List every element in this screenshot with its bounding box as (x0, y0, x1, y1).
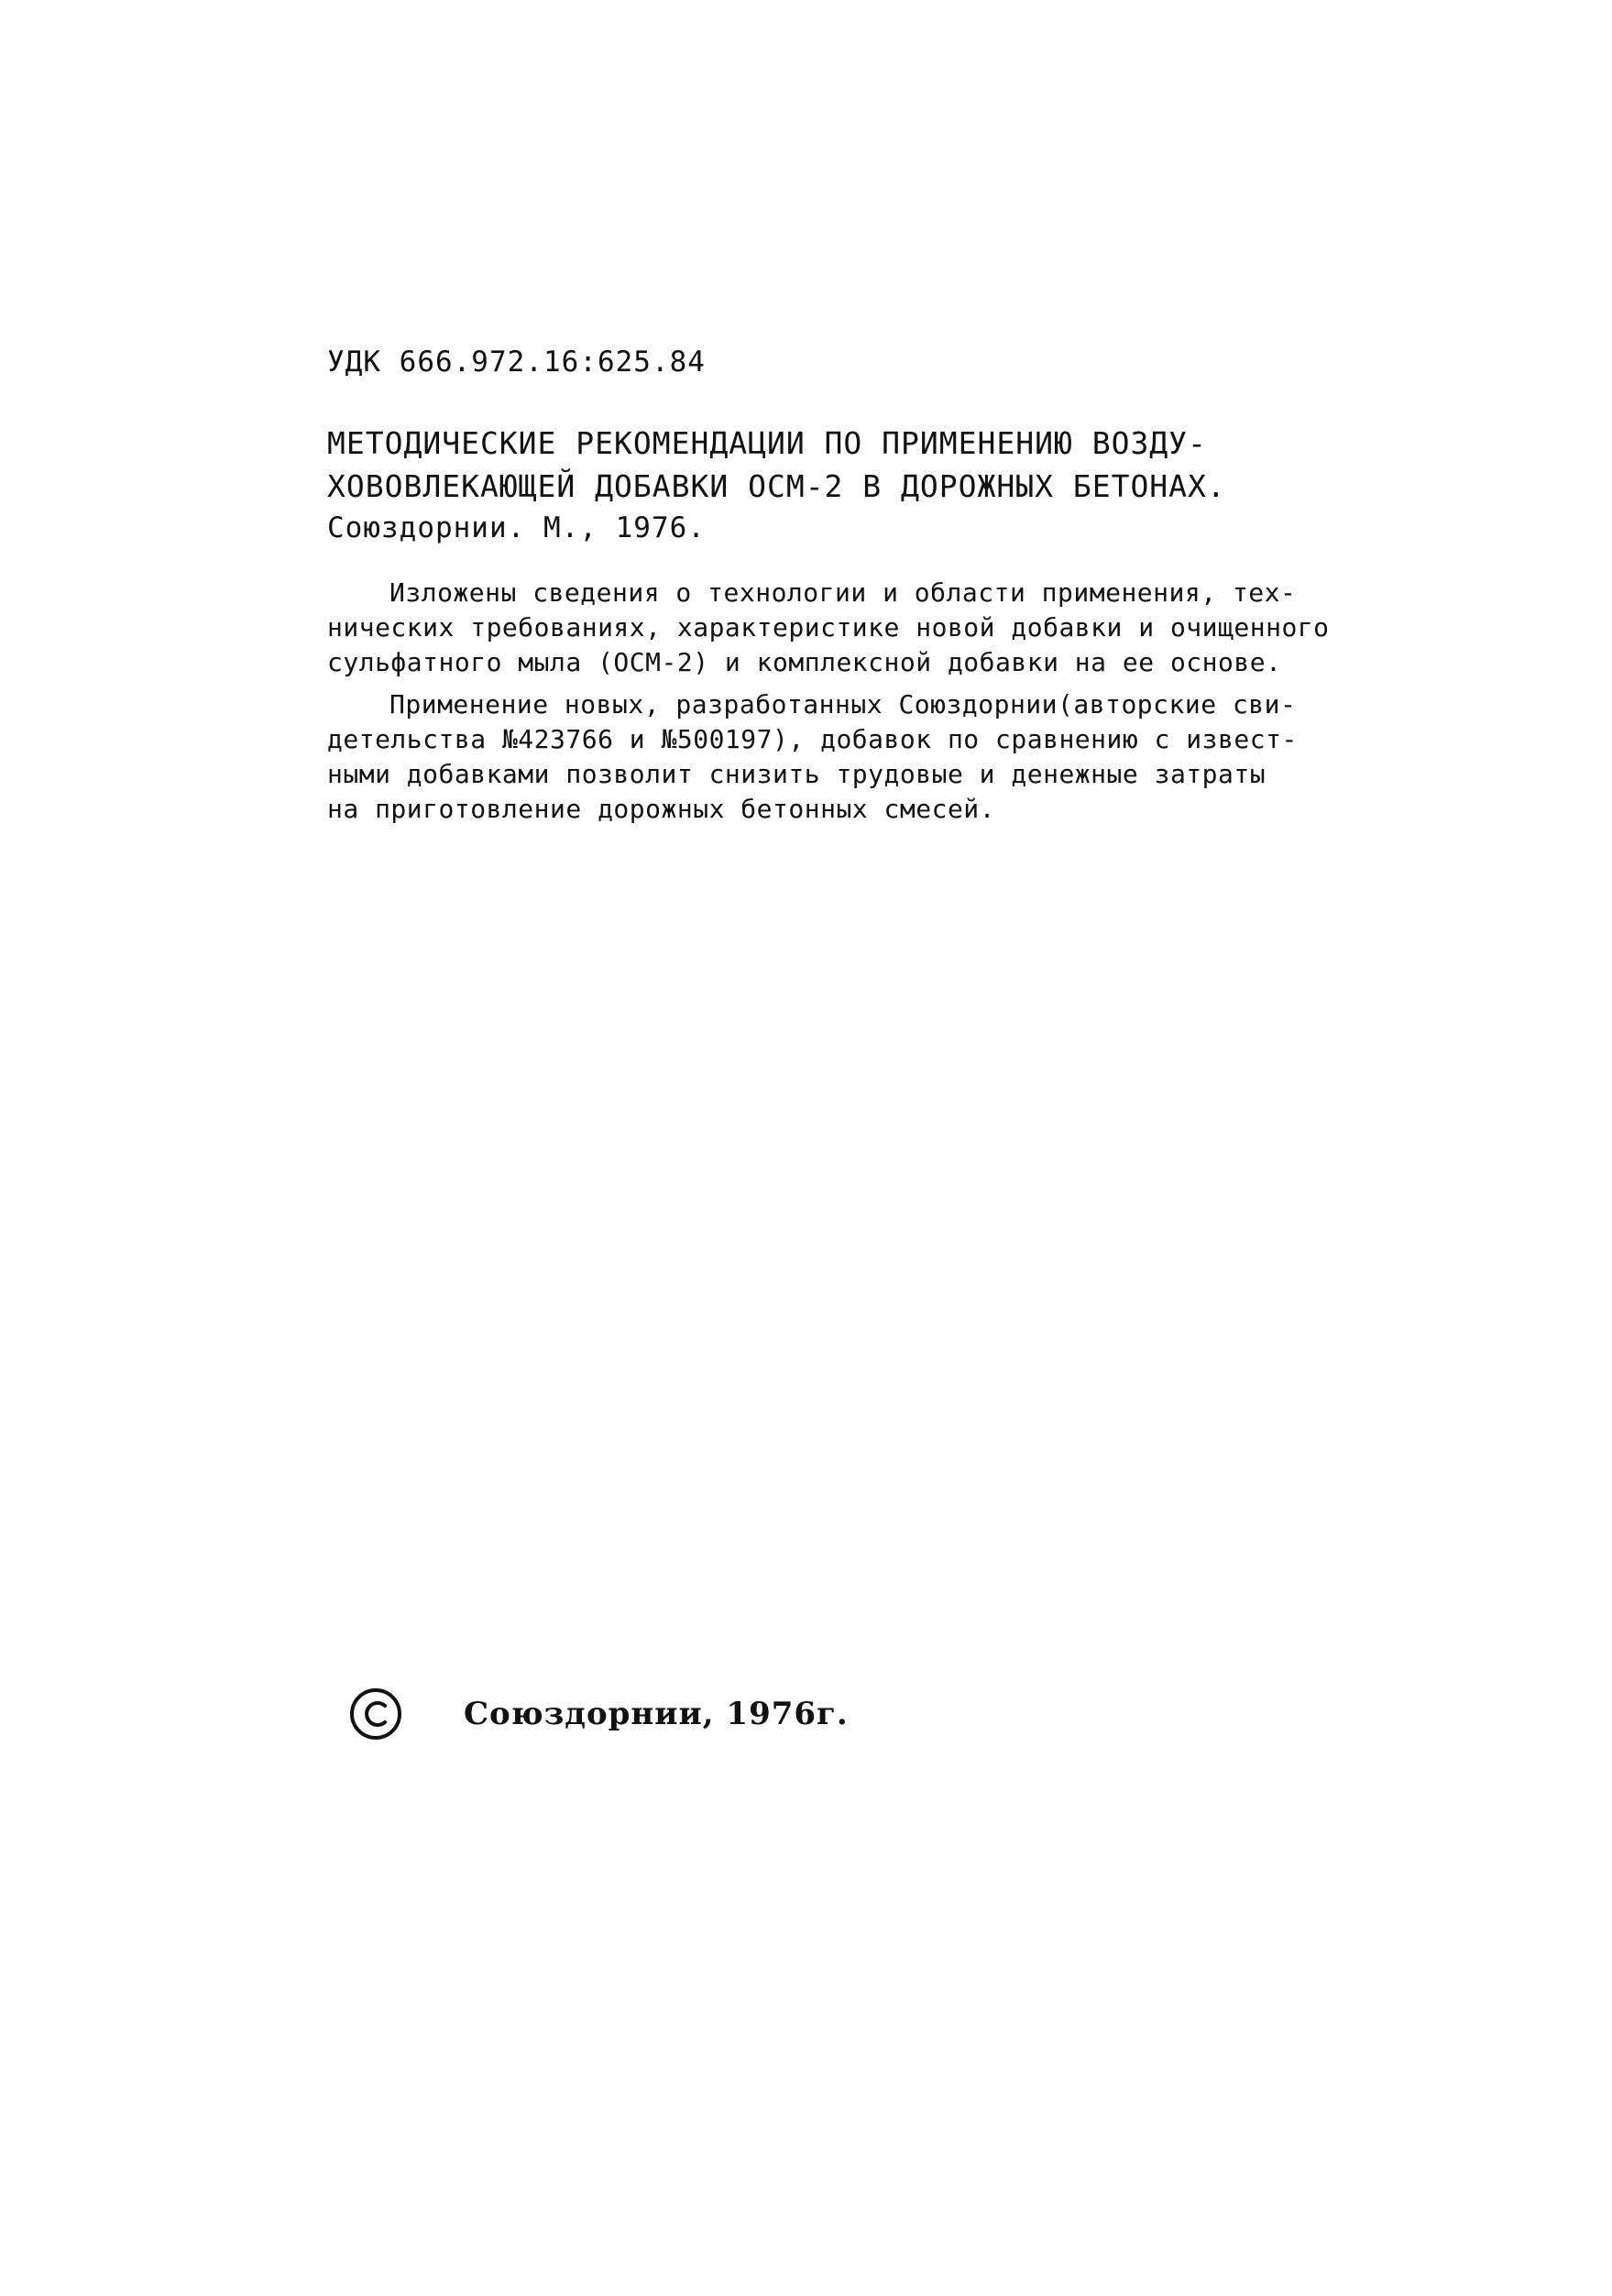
abstract-p2-line-1: Применение новых, разработанных Союздорнии(авторские сви- (389, 689, 1297, 720)
abstract-p2-line-3: ными добавками позволит снизить трудовые и денежные затраты (327, 759, 1267, 789)
copyright-icon (348, 1686, 403, 1741)
title-line-1: МЕТОДИЧЕСКИЕ РЕКОМЕНДАЦИИ ПО ПРИМЕНЕНИЮ ВОЗДУ- (327, 425, 1207, 461)
udk-code: УДК 666.972.16:625.84 (327, 346, 706, 379)
title-block (327, 422, 1509, 548)
abstract (327, 576, 1509, 827)
abstract-p1-line-3: сульфатного мыла (ОСМ-2) и комплексной добавки на ее основе. (327, 647, 1282, 677)
abstract-p1-line-1: Изложены сведения о технологии и области применения, тех- (389, 577, 1297, 608)
copyright-text: Союздорнии, 1976г. (464, 1696, 849, 1732)
copyright-notice (348, 1686, 849, 1741)
paragraph-gap (327, 680, 1509, 687)
abstract-p2-line-4: на приготовление дорожных бетонных смесей. (327, 794, 996, 824)
abstract-p1-line-2: нических требованиях, характеристике новой добавки и очищенного (327, 612, 1330, 643)
abstract-p2-line-2: детельства №423766 и №500197), добавок по сравнению с извест- (327, 724, 1298, 754)
publication-line: Союздорнии. М., 1976. (327, 511, 706, 544)
title-line-2: ХОВОВЛЕКАЮЩЕЙ ДОБАВКИ ОСМ-2 В ДОРОЖНЫХ БЕТОНАХ. (327, 468, 1226, 504)
